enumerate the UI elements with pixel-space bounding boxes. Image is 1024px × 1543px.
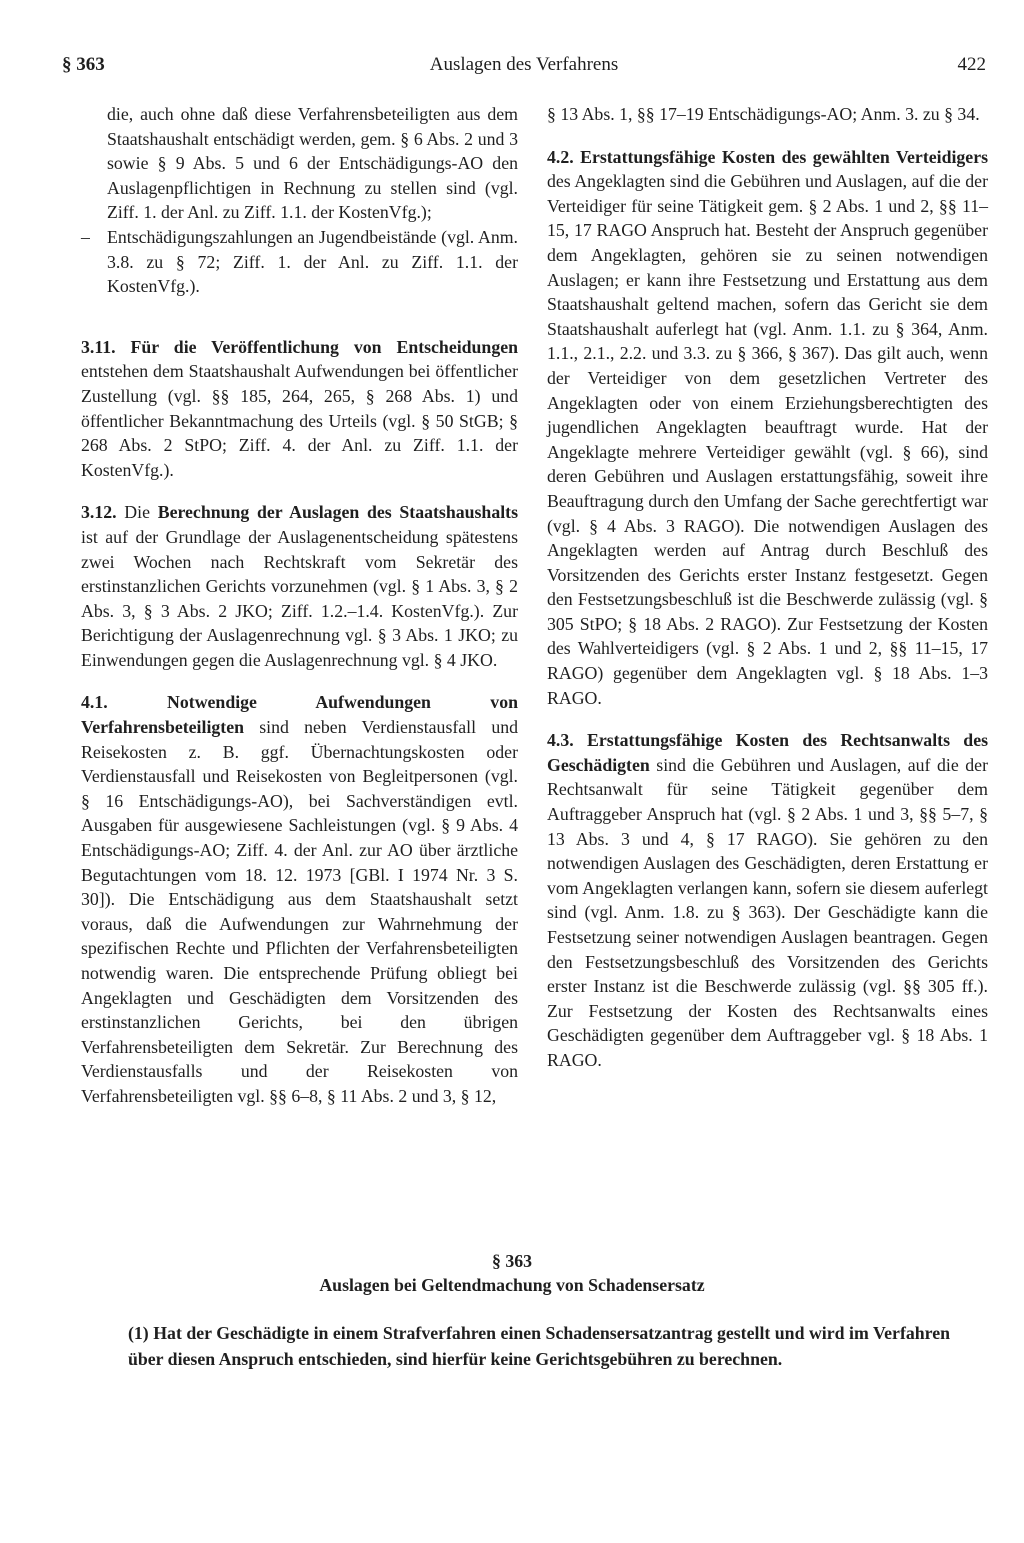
paragraph-4-2 — [547, 145, 988, 711]
section-title: Auslagen bei Geltendmachung von Schadensersatz — [319, 1275, 705, 1295]
list-item-text: Entschädigungszahlungen an Jugendbeistände (vgl. Anm. 3.8. zu § 72; Ziff. 1. der Anl. zu Ziff. 1.1. der KostenVfg.). — [107, 226, 518, 297]
paragraph-heading: Erstattungsfähige Kosten des Rechtsanwalts des Geschädigten — [547, 730, 989, 775]
paragraph-4-1 — [81, 690, 518, 1108]
list-dash: – — [81, 226, 90, 247]
paragraph-4-3 — [547, 728, 988, 1072]
paragraph-3-11 — [81, 335, 518, 483]
paragraph-heading: Notwendige Aufwendungen von Verfahrensbeteiligten — [81, 692, 518, 738]
paragraph-prefix: Die — [124, 502, 150, 523]
header-title: Auslagen des Verfahrens — [429, 54, 619, 75]
header-section-ref: § 363 — [62, 54, 105, 75]
list-item — [81, 225, 518, 299]
section-number: § 363 — [491, 1251, 532, 1271]
page-header — [62, 54, 986, 84]
paragraph-number: 4.2. — [547, 146, 574, 167]
paragraph-number: 4.3. — [547, 730, 574, 751]
paragraph-number: 4.1. — [81, 692, 108, 713]
list-continuation: die, auch ohne daß diese Verfahrensbeteiligten aus dem Staatshaushalt entschädigt werden, gem. § 6 Abs. 2 und 3 sowie § 9 Abs. 5 und 6 der Entschädigungs-AO den Auslagenpflichtigen in Rechnung zu stellen sind (vgl. Ziff. 1. der Anl. zu Ziff. 1.1. der KostenVfg.); — [107, 104, 518, 223]
paragraph-continuation: § 13 Abs. 1, §§ 17–19 Entschädigungs-AO; Anm. 3. zu § 34. — [547, 104, 980, 124]
paragraph-heading: Für die Veröffentlichung von Entscheidungen — [130, 336, 518, 357]
paragraph-text: ist auf der Grundlage der Auslagenentscheidung spätestens zwei Wochen nach Rechtskraft vom Sekretär des erstinstanzlichen Gerichts vorzunehmen (vgl. § 1 Abs. 3, § 2 Abs. 3, § 3 Abs. 2 JKO; Ziff. 1.2.–1.4. KostenVfg.). Zur Berichtigung der Auslagenrechnung vgl. § 3 Abs. 1 JKO; zu Einwendungen gegen die Auslagenrechnung vgl. § 4 JKO. — [81, 526, 518, 670]
left-column — [81, 102, 518, 1127]
section-paragraph-1: (1) Hat der Geschädigte in einem Strafverfahren einen Schadensersatzantrag gestellt und wird im Verfahren über diesen Anspruch entschieden, sind hierfür keine Gerichtsgebühren zu berechnen. — [128, 1323, 950, 1369]
paragraph-text: sind die Gebühren und Auslagen, auf die der Rechtsanwalt für seine Tätigkeit gegenüber dem Auftraggeber Anspruch hat (vgl. § 2 Abs. 1 und 3, §§ 5–7, § 13 Abs. 3 und 4, § 17 RAGO). Sie gehören zu den notwendigen Auslagen des Geschädigten, deren Erstattung er vom Angeklagten verlangen kann, sofern sie diesem auferlegt sind (vgl. Anm. 1.8. zu § 363). Der Geschädigte kann die Festsetzung seiner notwendigen Auslagen beantragen. Gegen den Festsetzungsbeschluß des Vorsitzenden des Gerichts erster Instanz ist die Beschwerde zulässig (vgl. §§ 305 ff.). Zur Festsetzung der Kosten des Rechtsanwalts eines Geschädigten gegenüber dem Auftraggeber vgl. § 18 Abs. 1 RAGO. — [547, 754, 988, 1070]
page-number: 422 — [957, 54, 986, 75]
paragraph-3-12 — [81, 500, 518, 672]
paragraph-text: des Angeklagten sind die Gebühren und Auslagen, auf die der Verteidiger für seine Tätigkeit gem. § 2 Abs. 1 und 2, §§ 11–15, 17 RAGO Anspruch hat. Besteht der Anspruch gegenüber dem Angeklagten, gehören sie zu seinen notwendigen Auslagen; er kann ihre Festsetzung und Erstattung aus dem Staatshaushalt geltend machen, sofern das Gericht sie dem Staatshaushalt auferlegt hat (vgl. Anm. 1.1. zu § 364, Anm. 1.1., 2.1., 2.2. und 3.3. zu § 366, § 367). Das gilt auch, wenn der Verteidiger von dem gesetzlichen Vertreter des Angeklagten oder von einem Erziehungsberechtigten des jugendlichen Angeklagten beauftragt wurde. Hat der Angeklagte mehrere Verteidiger gewählt (vgl. § 66), sind deren Gebühren und Auslagen erstattungsfähig, soweit ihre Beauftragung durch den Umfang der Sache gerechtfertigt war (vgl. § 4 Abs. 3 RAGO). Die notwendigen Auslagen des Angeklagten werden auf Antrag durch Beschluß des Vorsitzenden des Gerichts erster Instanz festgesetzt. Gegen den Festsetzungsbeschluß ist die Beschwerde zulässig (vgl. § 305 StPO; § 18 Abs. 2 RAGO). Zur Festsetzung der Kosten des Wahlverteidigers (vgl. § 2 Abs. 1 und 2, §§ 11–15, 17 RAGO) gegenüber dem Angeklagten vgl. § 18 Abs. 1–3 RAGO. — [547, 171, 988, 708]
paragraph-number: 3.12. — [81, 502, 117, 523]
paragraph-heading: Berechnung der Auslagen des Staatshaushalts — [157, 502, 518, 523]
paragraph-heading: Erstattungsfähige Kosten des gewählten Verteidigers — [580, 146, 989, 167]
paragraph-text: entstehen dem Staatshaushalt Aufwendungen bei öffentlicher Zustellung (vgl. §§ 185, 264, 265, § 268 Abs. 1) und öffentlicher Bekanntmachung des Urteils (vgl. § 50 StGB; § 268 Abs. 2 StPO; Ziff. 4. der Anl. zu Ziff. 1.1. der KostenVfg.). — [81, 361, 518, 480]
paragraph-text: sind neben Verdienstausfall und Reisekosten z. B. ggf. Übernachtungskosten oder Verdienstausfall und Reisekosten von Begleitpersonen (vgl. § 16 Entschädigungs-AO), bei Sachverständigen evtl. Ausgaben für ausgewiesene Sachleistungen (vgl. § 9 Abs. 4 Entschädigungs-AO; Ziff. 4. der Anl. zur AO über ärztliche Begutachtungen vom 18. 12. 1973 [GBl. I 1974 Nr. 3 S. 30]). Die Entschädigung aus dem Staatshaushalt setzt voraus, daß die Aufwendungen zur Wahrnehmung der spezifischen Rechte und Pflichten der Verfahrensbeteiligten notwendig waren. Die entsprechende Prüfung obliegt bei Angeklagten und Geschädigten dem Vorsitzenden des erstinstanzlichen Gerichts, bei den übrigen Verfahrensbeteiligten dem Sekretär. Zur Berechnung des Verdienstausfalls und der Reisekosten von Verfahrensbeteiligten vgl. §§ 6–8, § 11 Abs. 2 und 3, § 12, — [81, 717, 518, 1106]
paragraph-number: 3.11. — [81, 336, 116, 357]
right-column — [547, 102, 988, 1091]
